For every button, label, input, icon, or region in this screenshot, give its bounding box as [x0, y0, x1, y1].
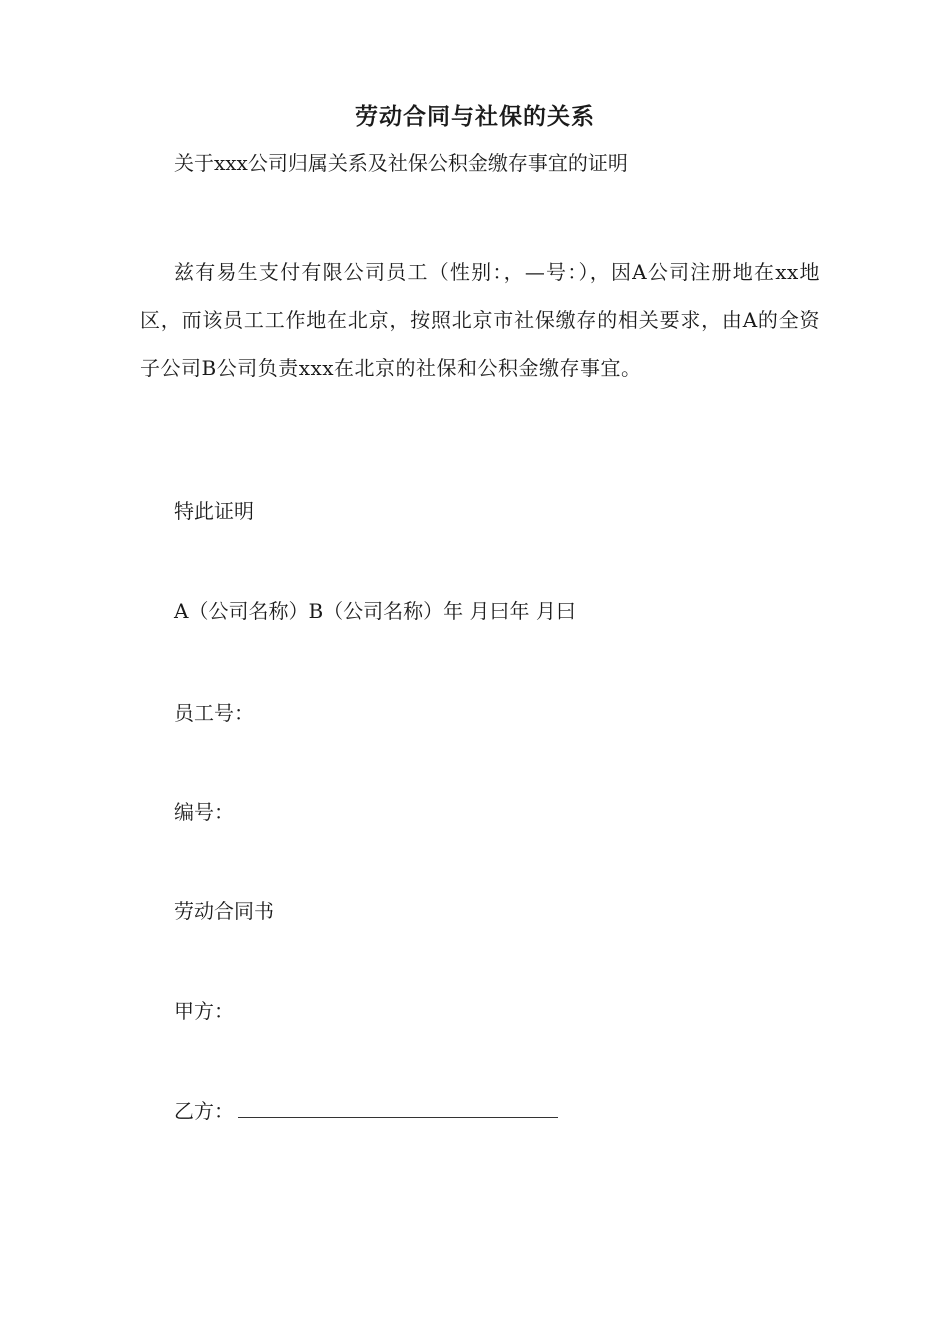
document-title: 劳动合同与社保的关系 [355, 103, 595, 130]
document-subtitle: 关于xxx公司归属关系及社保公积金缴存事宜的证明 [174, 151, 628, 175]
party-b-row [174, 1096, 558, 1126]
serial-number-label: 编号： [174, 800, 234, 824]
body-paragraph: 兹有易生支付有限公司员工（性别：，—号：），因A公司注册地在xx地区，而该员工工作地在北京，按照北京市社保缴存的相关要求，由A的全资子公司B公司负责xxx在北京的社保和公积金缴存事宜。 [140, 260, 820, 380]
certify-text: 特此证明 [174, 499, 254, 523]
contract-title: 劳动合同书 [174, 899, 274, 923]
signature-line: A（公司名称）B（公司名称）年 月曰年 月曰 [174, 599, 576, 623]
employee-number-label: 员工号： [174, 701, 254, 725]
party-b-blank-line [238, 1097, 558, 1118]
party-b-label: 乙方： [174, 1099, 234, 1123]
party-a-label: 甲方： [174, 999, 234, 1023]
